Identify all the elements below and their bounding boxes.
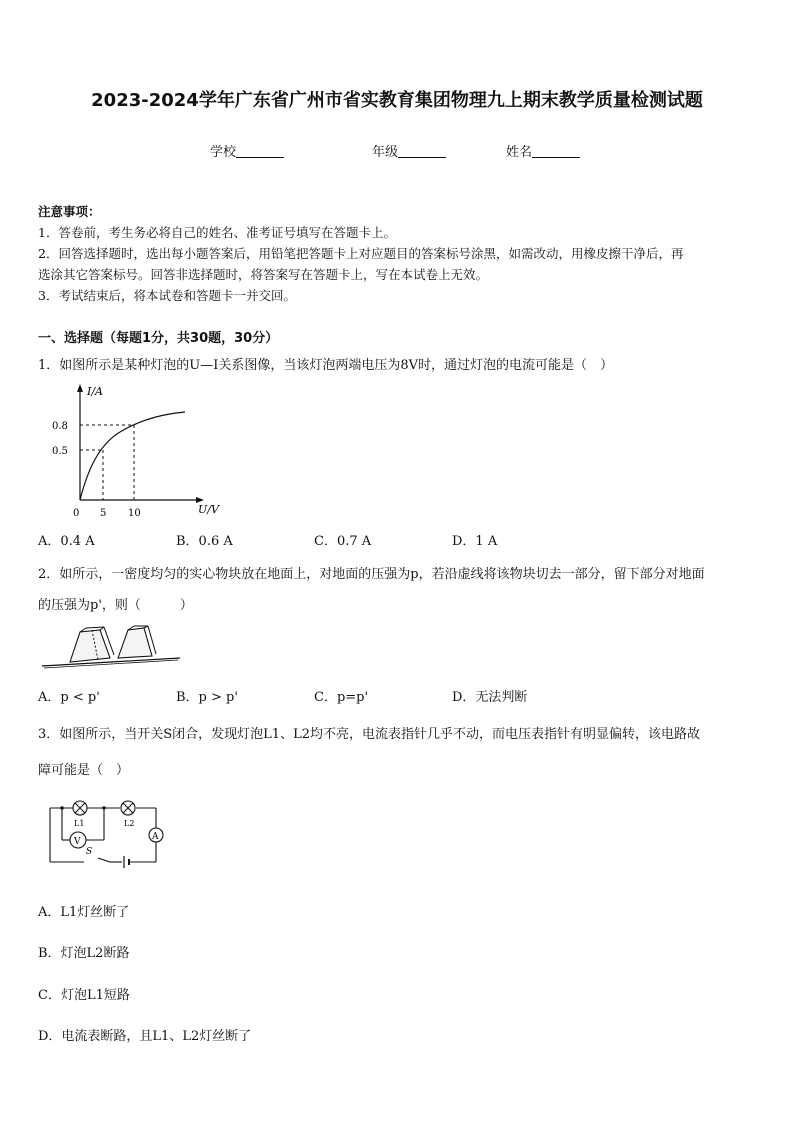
notice-item: 3．考试结束后，将本试卷和答题卡一并交回。 xyxy=(38,288,296,303)
q1-option-d: D．1 A xyxy=(452,534,498,549)
graph-xlabel: U/V xyxy=(198,503,219,516)
grade-blank xyxy=(398,145,446,158)
lamp-l2-label: L2 xyxy=(124,819,135,828)
ammeter-label: A xyxy=(152,832,159,842)
school-field xyxy=(210,141,284,160)
q2-stem-line1: 2．如所示，一密度均匀的实心物块放在地面上，对地面的压强为p，若沿虚线将该物块切去一部分，留下部分对地面 xyxy=(38,567,705,582)
q3-stem-line1: 3．如图所示，当开关S闭合，发现灯泡L1、L2均不亮，电流表指针几乎不动，而电压表指针有明显偏转，该电路故 xyxy=(38,727,700,742)
graph-origin: 0 xyxy=(73,508,80,519)
iv-curve xyxy=(80,412,185,500)
graph-ylabel: I/A xyxy=(87,385,103,398)
q2-option-d: D．无法判断 xyxy=(452,690,528,705)
q3-option-b: B．灯泡L2断路 xyxy=(38,946,130,961)
grade-label: 年级 xyxy=(372,145,399,160)
lamp-l1 xyxy=(73,801,87,815)
y-axis-arrow xyxy=(77,384,83,392)
ground-line xyxy=(42,658,180,666)
notice-section xyxy=(38,201,683,306)
school-label: 学校 xyxy=(210,145,237,160)
notice-item: 1．答卷前，考生务必将自己的姓名、准考证号填写在答题卡上。 xyxy=(38,225,396,240)
q3-stem-line2: 障可能是（ ） xyxy=(38,763,130,778)
q2-figure xyxy=(40,624,182,670)
q3-option-c: C．灯泡L1短路 xyxy=(38,988,130,1003)
q2-option-a: A．p < p' xyxy=(38,690,100,705)
block-whole xyxy=(70,630,110,662)
notice-item: 2．回答选择题时，选出每小题答案后，用铅笔把答题卡上对应题目的答案标号涂黑，如需改动，用橡皮擦干净后，再 xyxy=(38,246,684,261)
section-heading: 一、选择题（每题1分，共30题，30分） xyxy=(38,331,279,346)
q3-option-d: D．电流表断路，且L1、L2灯丝断了 xyxy=(38,1029,252,1044)
q2-option-c: C．p=p' xyxy=(314,690,369,705)
q2-stem-line2: 的压强为p'，则（ ） xyxy=(38,598,193,613)
q1-option-a: A．0.4 A xyxy=(38,534,95,549)
q1-stem: 1．如图所示是某种灯泡的U—I关系图像，当该灯泡两端电压为8V时，通过灯泡的电流可能是（ ） xyxy=(38,358,614,373)
lamp-l2 xyxy=(121,801,135,815)
voltmeter-label: V xyxy=(74,837,81,847)
switch-blade xyxy=(98,858,110,862)
q1-graph xyxy=(40,378,230,523)
switch-label: S xyxy=(86,847,93,857)
notice-item: 选涂其它答案标号。回答非选择题时，将答案写在答题卡上，写在本试卷上无效。 xyxy=(38,267,489,282)
notice-heading: 注意事项： xyxy=(38,204,101,219)
page-title: 2023-2024学年广东省广州市省实教育集团物理九上期末教学质量检测试题 xyxy=(91,90,703,111)
q2-option-b: B．p > p' xyxy=(176,690,238,705)
grade-field xyxy=(372,141,446,160)
q3-option-a: A．L1灯丝断了 xyxy=(38,905,130,920)
name-field xyxy=(506,141,580,160)
graph-ytick: 0.8 xyxy=(52,421,68,432)
graph-ytick: 0.5 xyxy=(52,446,68,457)
block-cut xyxy=(118,628,152,658)
q1-option-b: B．0.6 A xyxy=(176,534,233,549)
graph-xtick: 5 xyxy=(100,508,107,519)
name-blank xyxy=(532,145,580,158)
lamp-l1-label: L1 xyxy=(74,819,85,828)
ground-line-2 xyxy=(44,660,178,668)
name-label: 姓名 xyxy=(506,145,533,160)
q1-option-c: C．0.7 A xyxy=(314,534,372,549)
q3-circuit xyxy=(40,796,180,876)
graph-xtick: 10 xyxy=(128,508,141,519)
school-blank xyxy=(236,145,284,158)
